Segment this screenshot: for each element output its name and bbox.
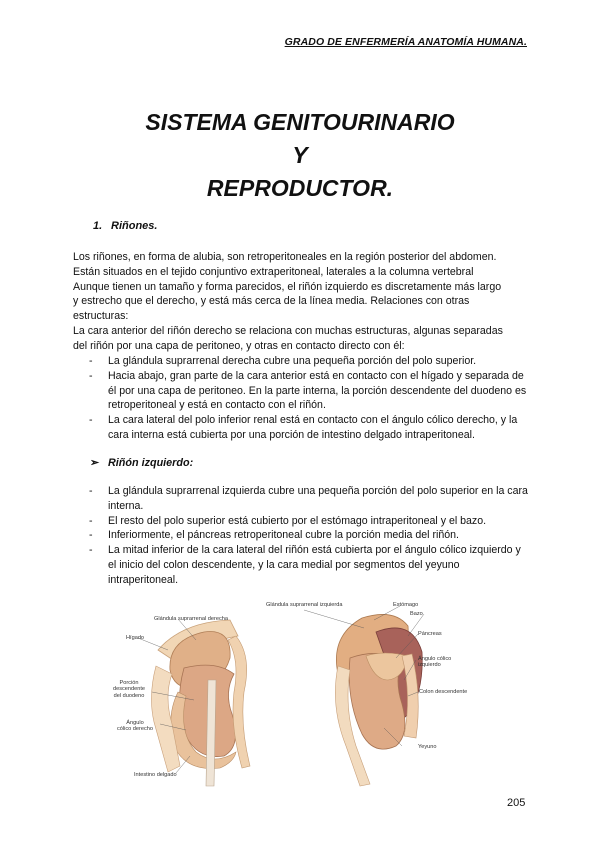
intro-line: La cara anterior del riñón derecho se relaciona con muchas estructuras, algunas separadas	[73, 324, 503, 337]
label-pancreas: Páncreas	[418, 631, 442, 637]
label-duodeno: Porción descendente del duodeno	[112, 680, 146, 699]
label-estomago: Estómago	[393, 602, 419, 608]
label-right-suprarrenal: Glándula suprarrenal derecha	[154, 616, 229, 622]
list-item: - La glándula suprarrenal derecha cubre una pequeña porción del polo superior.	[89, 354, 529, 369]
list-item: - La mitad inferior de la cara lateral del riñón está cubierta por el ángulo cólico izquierdo y el inicio del colon descendente, y la cara medial por segmentos del yeyuno intraperitoneal.	[89, 543, 529, 587]
intro-line: Aunque tienen un tamaño y forma parecidos, el riñón izquierdo es discretamente más largo	[73, 280, 502, 293]
label-higado: Hígado	[126, 635, 145, 641]
label-left-suprarrenal: Glándula suprarrenal izquierda	[266, 602, 343, 608]
left-kidney-drawing	[335, 614, 422, 786]
intro-line: del riñón por una capa de peritoneo, y otras en contacto directo con él:	[73, 339, 405, 352]
left-kidney-heading-text: Riñón izquierdo:	[108, 457, 194, 469]
right-kidney-list	[89, 354, 529, 443]
list-item: - Hacia abajo, gran parte de la cara anterior está en contacto con el hígado y separada de él por una capa de peritoneo. En la parte interna, la porción descendente del duodeno es retroperitoneal y está en contacto con el riñón.	[89, 369, 529, 413]
label-yeyuno: Yeyuno	[418, 744, 437, 750]
intro-paragraph	[73, 250, 528, 354]
page-number: 205	[507, 797, 526, 809]
page-title	[0, 106, 600, 205]
arrow-bullet-icon: ➢	[90, 457, 100, 469]
intro-line: Los riñones, en forma de alubia, son retroperitoneales en la región posterior del abdomen.	[73, 251, 497, 263]
intro-line: Están situados en el tejido conjuntivo extraperitoneal, laterales a la columna vertebral	[73, 265, 474, 278]
section-number: 1.	[93, 220, 103, 232]
list-item: - Inferiormente, el páncreas retroperitoneal cubre la porción media del riñón.	[89, 528, 529, 543]
label-intestino: Intestino delgado	[134, 772, 177, 778]
left-kidney-list	[89, 484, 529, 588]
title-line-1: SISTEMA GENITOURINARIO	[145, 109, 455, 135]
list-item: - La glándula suprarrenal izquierda cubre una pequeña porción del polo superior en la cara interna.	[89, 484, 529, 514]
title-line-3: REPRODUCTOR.	[206, 175, 394, 201]
section-heading	[93, 220, 157, 232]
label-angulo-derecho: Ángulo cólico derecho	[116, 720, 154, 733]
kidney-relations-figure	[112, 596, 528, 788]
label-angulo-izquierdo: Ángulo cólico izquierdo	[418, 656, 452, 669]
label-bazo: Bazo	[410, 611, 423, 617]
label-colon: Colon descendente	[419, 689, 468, 695]
intro-line: estructuras:	[73, 310, 129, 323]
list-item: - El resto del polo superior está cubierto por el estómago intraperitoneal y el bazo.	[89, 514, 529, 529]
title-line-2: Y	[292, 142, 308, 168]
right-kidney-drawing	[151, 620, 250, 786]
list-item: - La cara lateral del polo inferior renal está en contacto con el ángulo cólico derecho, y la cara interna está cubierta por una porción de intestino delgado intraperitoneal.	[89, 413, 529, 443]
left-kidney-heading	[90, 456, 193, 469]
intro-line: y estrecho que el derecho, y está más cerca de la línea media. Relaciones con otras	[73, 295, 470, 308]
section-title: Riñones.	[111, 220, 158, 232]
running-header: GRADO DE ENFERMERÍA ANATOMÍA HUMANA.	[284, 36, 527, 48]
